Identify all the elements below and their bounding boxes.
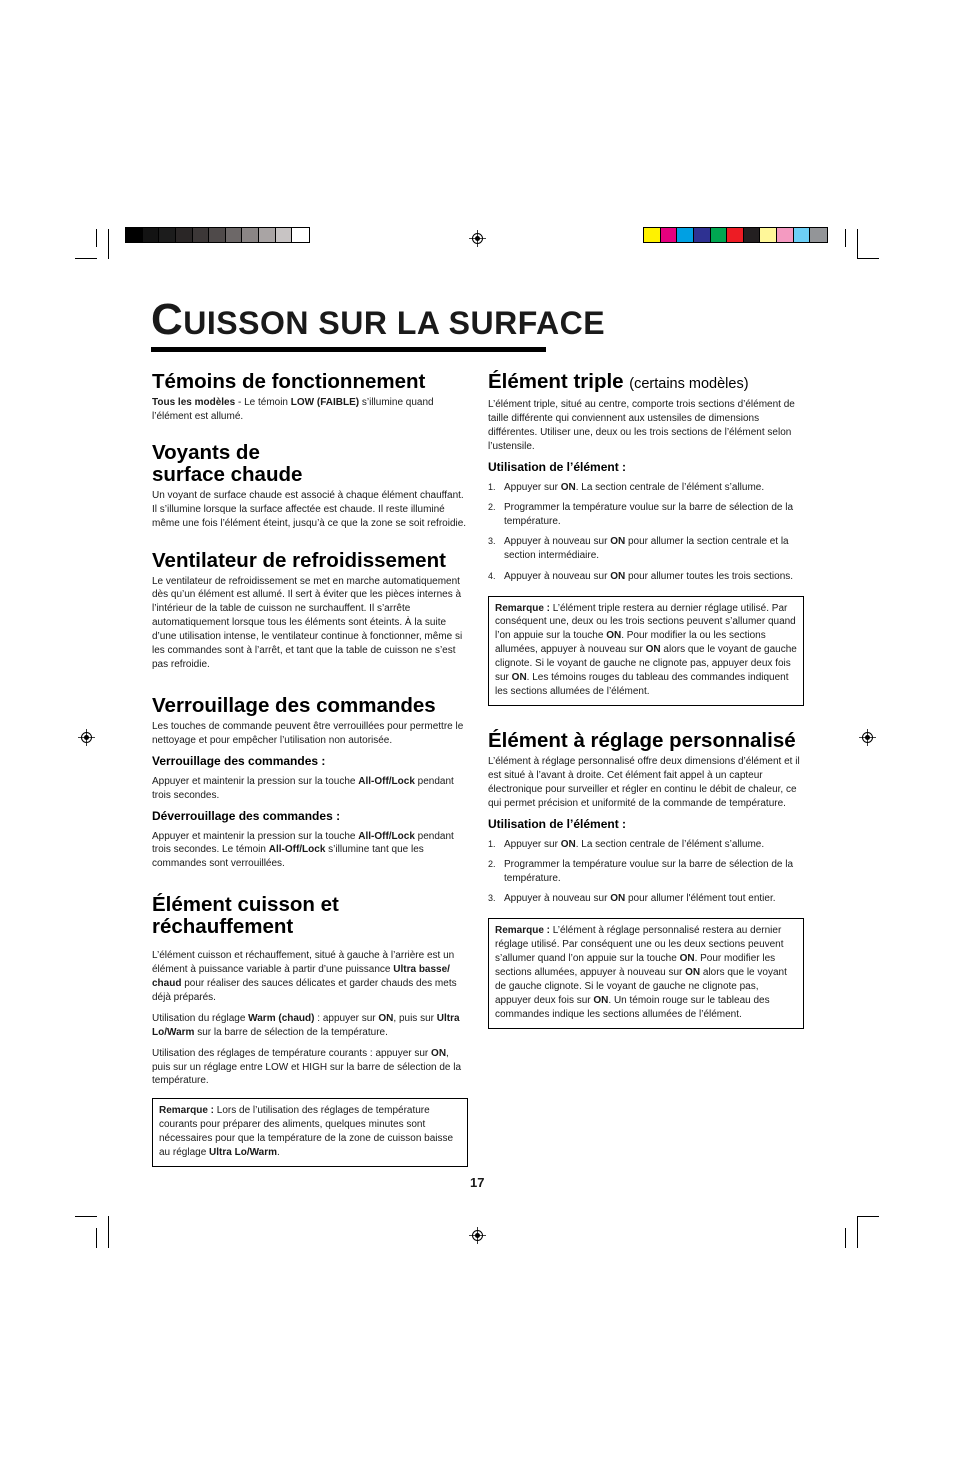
- list-item: 3. Appuyer à nouveau sur ON pour allumer l'élément tout entier.: [488, 893, 776, 905]
- calibration-swatch: [677, 228, 694, 242]
- section-element-personnalise: [488, 730, 804, 1029]
- color-calibration-strip: [643, 227, 828, 243]
- gray-calibration-strip: [125, 227, 310, 243]
- calibration-swatch: [226, 228, 243, 242]
- note-box: Remarque : L’élément à réglage personnalisé restera au dernier réglage utilisé. Par conséquent une ou les deux sections peuvent s’allumer quand l’on appuie sur la touche ON. Pour modifier les sections allumées, appuyer à nouveau sur ON alors que le voyant de gauche clignote. Si le voyant de gauche ne clignote pas, appuyer deux fois sur ON. Un témoin rouge sur le tableau des commandes indique les sections allumées de l’élément.: [488, 918, 804, 1028]
- subheading: Déverrouillage des commandes :: [152, 808, 341, 823]
- list-item: 2. Programmer la température voulue sur la barre de sélection de la température.: [488, 502, 794, 527]
- registration-mark-icon: [469, 230, 486, 247]
- steps-list: [488, 838, 804, 907]
- section-heading: Voyants de surface chaude: [152, 440, 303, 486]
- calibration-swatch: [209, 228, 226, 242]
- calibration-swatch: [242, 228, 259, 242]
- calibration-swatch: [694, 228, 711, 242]
- list-item: 1. Appuyer sur ON. La section centrale de l’élément s’allume.: [488, 481, 765, 493]
- calibration-swatch: [292, 228, 309, 242]
- list-item: 4. Appuyer à nouveau sur ON pour allumer toutes les trois sections.: [488, 570, 794, 582]
- note-box: Remarque : Lors de l’utilisation des réglages de température courants pour préparer des aliments, quelques minutes sont nécessaires pour que la température de la zone de cuisson baisse au réglage Ultra Lo/Warm.: [152, 1098, 468, 1167]
- left-column: [152, 371, 468, 1167]
- paragraph: Un voyant de surface chaude est associé à chaque élément chauffant. Il s’illumine lorsque la surface affectée est chaude. Il reste illuminé même une fois l’élément éteint, jusqu’à ce que la zone se soit refroidie.: [152, 489, 467, 529]
- calibration-swatch: [744, 228, 761, 242]
- section-verrouillage: [152, 695, 468, 871]
- subheading: Utilisation de l’élément :: [488, 816, 627, 831]
- section-heading: Élément à réglage personnalisé: [488, 728, 796, 752]
- paragraph: Utilisation du réglage Warm (chaud) : appuyer sur ON, puis sur Ultra Lo/Warm sur la barre de sélection de la température.: [152, 1012, 460, 1038]
- note-box: Remarque : L’élément triple restera au dernier réglage utilisé. Par conséquent une, deux ou les trois sections peuvent s’allumer quand l’on appuie sur la touche ON. Pour modifier la ou les sections allumées, appuyer à nouveau sur ON alors que le voyant de gauche clignote. Si le voyant de gauche ne clignote pas, appuyer deux fois sur ON. Les témoins rouges du tableau des commandes indiquent les sections allumées de l’élément.: [488, 596, 804, 706]
- registration-mark-icon: [469, 1227, 486, 1244]
- paragraph: Tous les modèles - Le témoin LOW (FAIBLE) s’illumine quand l’élément est allumé.: [152, 397, 434, 422]
- page-title: CUISSON SUR LA SURFACE: [151, 295, 606, 344]
- page-number: 17: [470, 1175, 485, 1190]
- calibration-swatch: [711, 228, 728, 242]
- calibration-swatch: [126, 228, 143, 242]
- calibration-swatch: [727, 228, 744, 242]
- paragraph: L’élément cuisson et réchauffement, situé à gauche à l’arrière est un élément à puissance variable à partir d’une puissance Ultra basse/ chaud pour réaliser des sauces délicates et garder chauds des mets déjà préparés.: [152, 950, 457, 1003]
- steps-list: [488, 481, 804, 584]
- calibration-swatch: [159, 228, 176, 242]
- calibration-swatch: [760, 228, 777, 242]
- section-temoins: [152, 371, 468, 424]
- registration-mark-icon: [859, 729, 876, 746]
- calibration-swatch: [143, 228, 160, 242]
- calibration-swatch: [276, 228, 293, 242]
- calibration-swatch: [810, 228, 827, 242]
- section-cuisson-rechauffement: [152, 894, 468, 1167]
- calibration-swatch: [176, 228, 193, 242]
- calibration-swatch: [193, 228, 210, 242]
- section-heading: Élément triple (certains modèles): [488, 370, 749, 393]
- section-heading: Ventilateur de refroidissement: [152, 548, 446, 572]
- title-underline: [151, 347, 546, 352]
- paragraph: L’élément à réglage personnalisé offre deux dimensions d’élément et il est situé à l’avant à droite. Cet élément fait appel à un capteur électronique pour surveiller et régler en continu le débit de chaleur, ce qui permet précision et uniformité de la commande de température.: [488, 755, 800, 809]
- paragraph: Utilisation des réglages de température courants : appuyer sur ON, puis sur un réglage entre LOW et HIGH sur la barre de sélection de la température.: [152, 1047, 462, 1087]
- calibration-swatch: [644, 228, 661, 242]
- section-voyants: [152, 442, 468, 531]
- right-column: [488, 371, 804, 1029]
- paragraph: Appuyer et maintenir la pression sur la touche All-Off/Lock pendant trois secondes. Le témoin All-Off/Lock s’illumine tant que les commandes sont verrouillées.: [152, 830, 454, 870]
- paragraph: Les touches de commande peuvent être verrouillées pour permettre le nettoyage et pour empêcher l’utilisation non autorisée.: [152, 720, 464, 746]
- calibration-swatch: [777, 228, 794, 242]
- paragraph: Appuyer et maintenir la pression sur la touche All-Off/Lock pendant trois secondes.: [152, 775, 454, 801]
- paragraph: L’élément triple, situé au centre, comporte trois sections d’élément de taille différente qui conviennent aux ustensiles de dimensions différentes. Utiliser une, deux ou les trois sections de l’élément selon l’ustensile.: [488, 399, 795, 452]
- list-item: 1. Appuyer sur ON. La section centrale de l’élément s’allume.: [488, 838, 765, 850]
- section-ventilateur: [152, 550, 468, 672]
- section-heading: Verrouillage des commandes: [152, 693, 436, 717]
- section-element-triple: [488, 371, 804, 706]
- subheading: Verrouillage des commandes :: [152, 753, 326, 768]
- section-heading: Témoins de fonctionnement: [152, 370, 426, 393]
- list-item: 3. Appuyer à nouveau sur ON pour allumer la section centrale et la section intermédiaire.: [488, 536, 789, 562]
- calibration-swatch: [794, 228, 811, 242]
- calibration-swatch: [661, 228, 678, 242]
- calibration-swatch: [259, 228, 276, 242]
- registration-mark-icon: [78, 729, 95, 746]
- section-heading: Élément cuisson et réchauffement: [152, 893, 339, 939]
- list-item: 2. Programmer la température voulue sur la barre de sélection de la température.: [488, 858, 794, 884]
- subheading: Utilisation de l’élément :: [488, 459, 627, 474]
- paragraph: Le ventilateur de refroidissement se met en marche automatiquement dès qu’un élément est allumé. Il sert à éviter que les pièces internes à l’intérieur de la table de cuisson ne surchauffent. Il s’arrête automatiquement lorsque tous les éléments sont éteints. À la suite d’une utilisation intense, le ventilateur continue à fonctionner, même si les commandes sont à l’arrêt, et tant que la table de cuisson ne s’est pas refroidie.: [152, 575, 463, 670]
